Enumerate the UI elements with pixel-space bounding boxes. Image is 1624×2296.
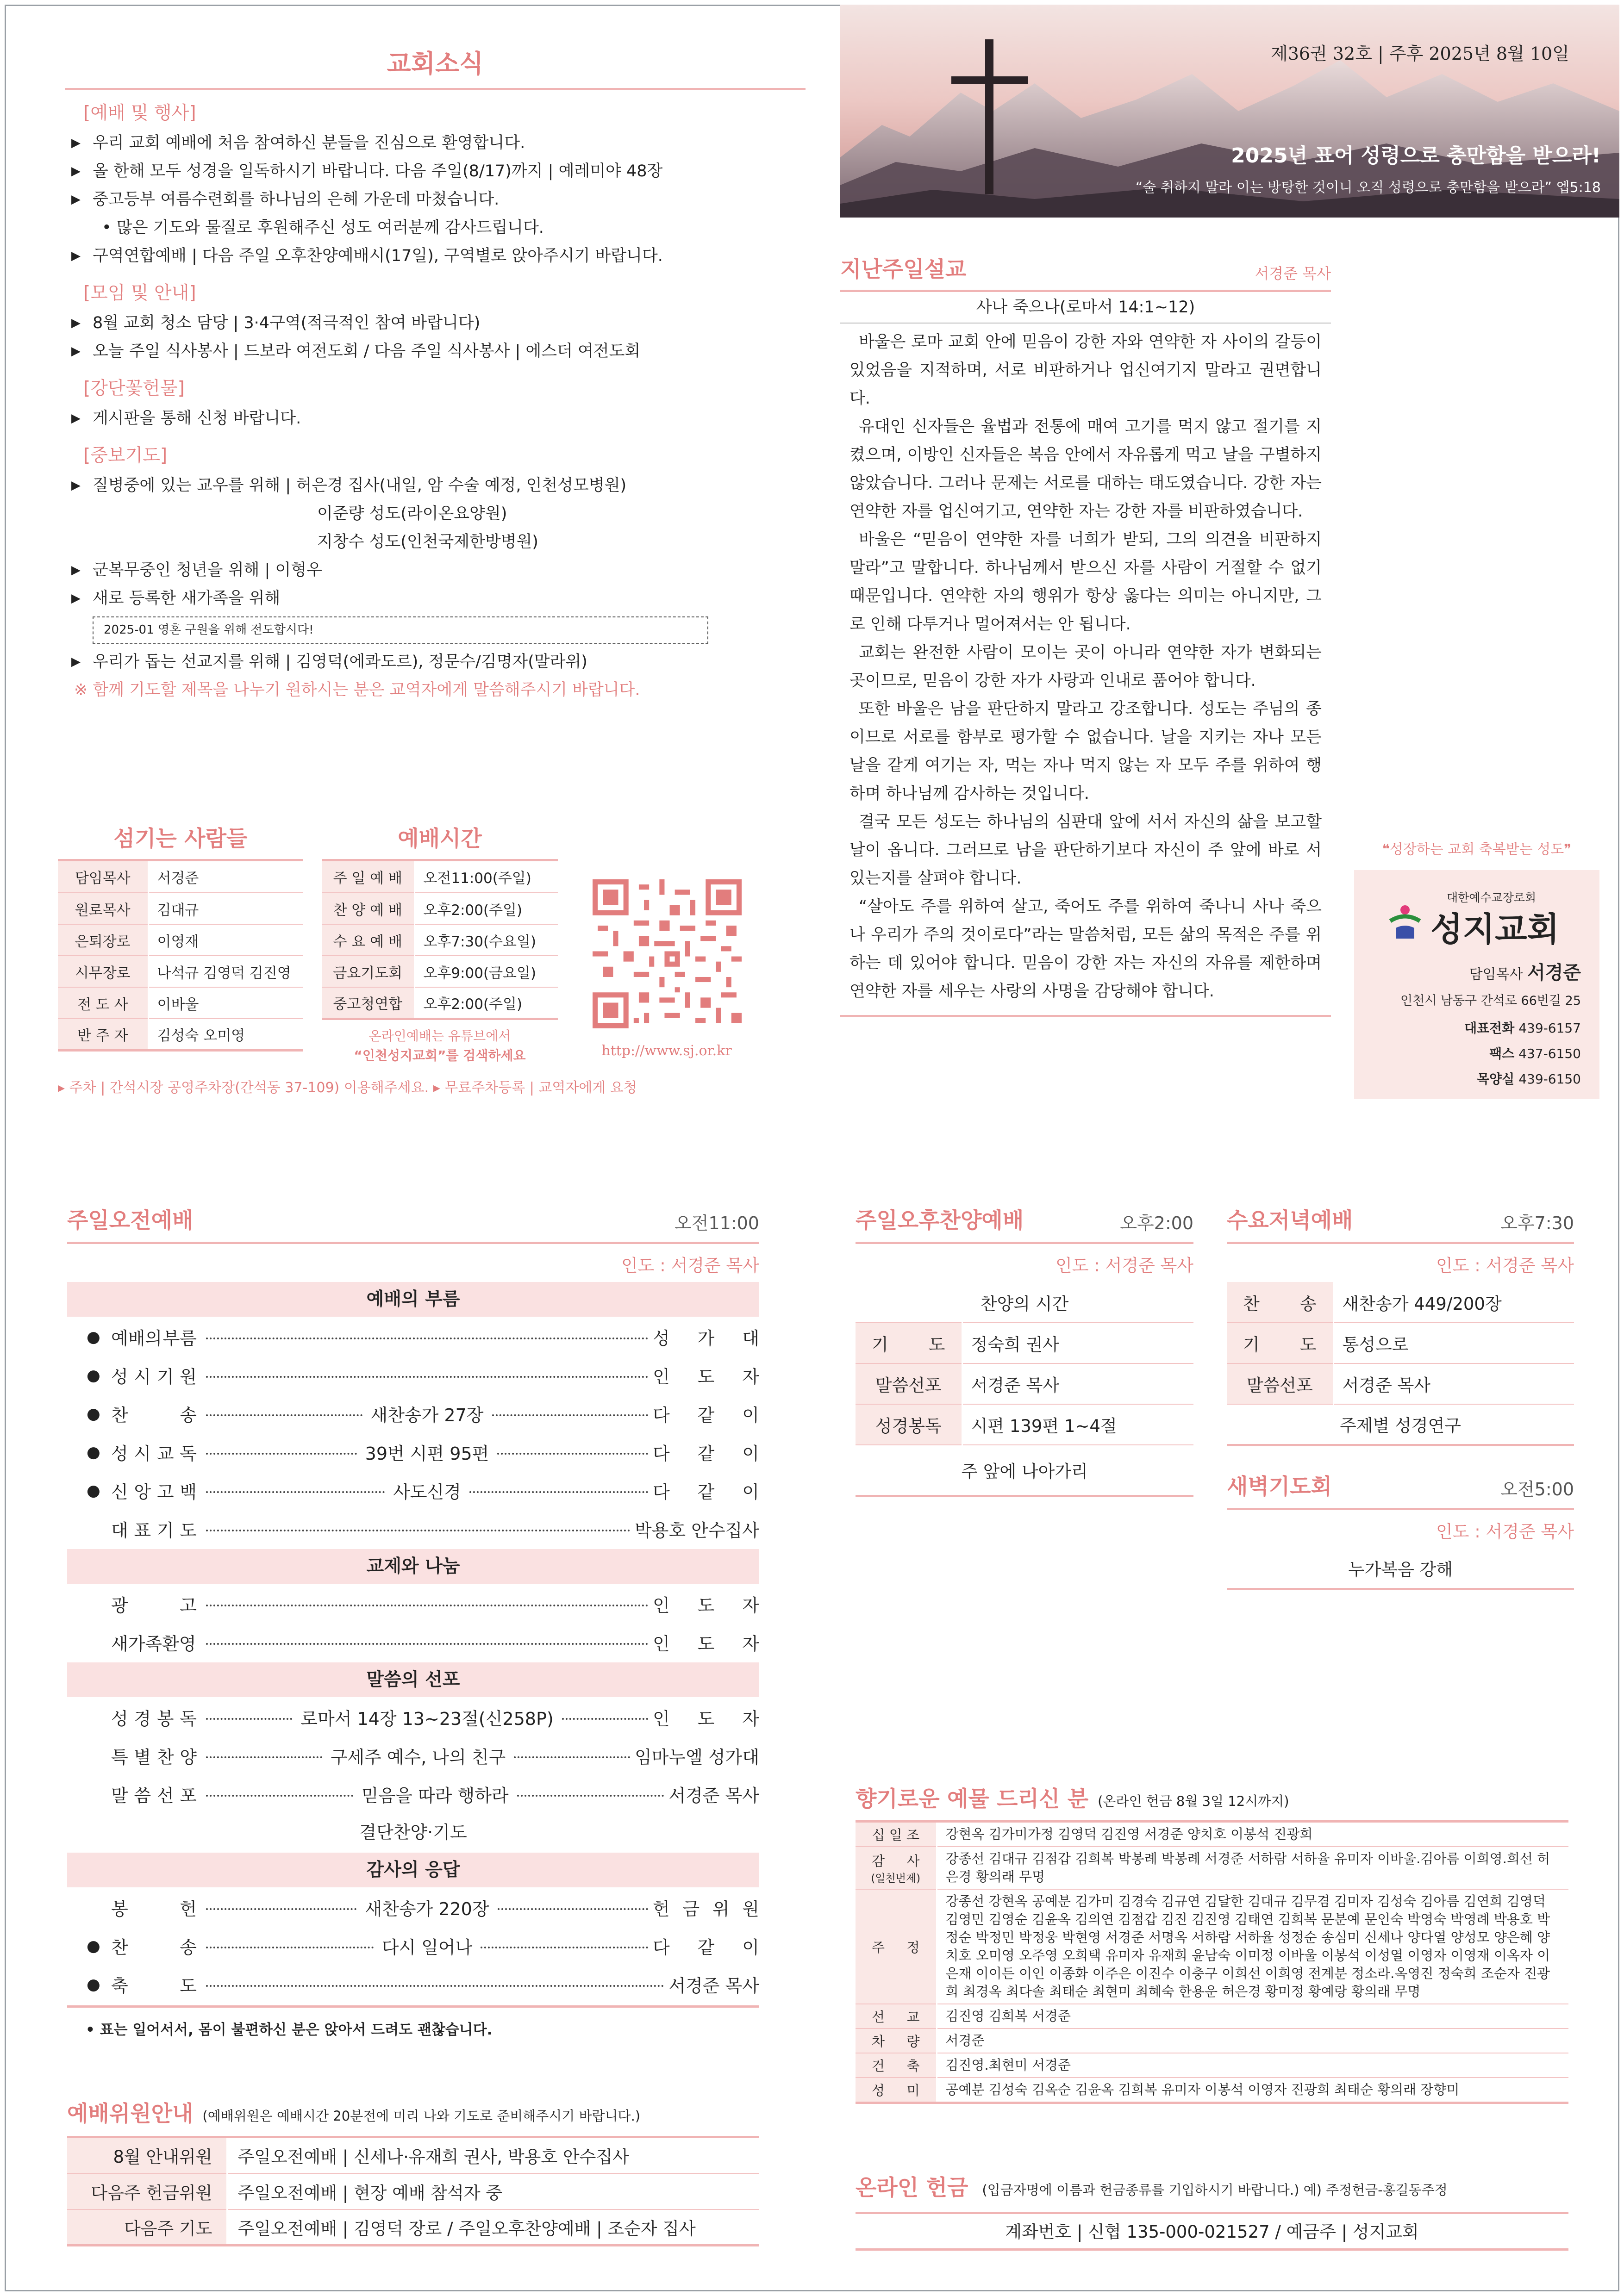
- table-row: 선 교 김진영 김희복 서경준: [856, 2004, 1568, 2028]
- sermon-title: 사나 죽으나(로마서 14:1~12): [840, 292, 1331, 324]
- morning-leader: 인도 : 서경준 목사: [621, 1256, 759, 1276]
- table-row: 시무장로 나석규 김영덕 김진영: [58, 956, 303, 987]
- standing-dot-icon: ●: [87, 1327, 100, 1346]
- standing-dot-icon: ●: [87, 1443, 100, 1462]
- news-item: ▶ 오늘 주일 식사봉사 | 드보라 여전도회 / 다음 주일 식사봉사 | 에스더 여전도회: [65, 337, 806, 366]
- table-row: 금요기도회 오후9:00(금요일): [322, 956, 558, 987]
- triangle-bullet-icon: ▶: [71, 249, 81, 263]
- morning-time: 오전11:00: [675, 1213, 759, 1233]
- servants-title: 섬기는 사람들: [113, 826, 248, 852]
- order-person: 다 같 이: [653, 1444, 759, 1464]
- times-table: [322, 861, 558, 1020]
- order-label: 성 시 교 독: [111, 1444, 197, 1464]
- sunday-afternoon-worship: [856, 1203, 1193, 1497]
- order-row: [67, 1698, 759, 1736]
- dot-leader: [206, 1527, 630, 1531]
- order-label: 새가족환영: [111, 1634, 196, 1654]
- theme-verse: “술 취하지 말라 이는 방탕한 것이니 오직 성령으로 충만함을 받으라” 엡5:18: [1135, 180, 1601, 196]
- sermon-end-divider: [840, 1015, 1331, 1017]
- dot-leader: [206, 1743, 630, 1768]
- issue-info: 제36권 32호 | 주후 2025년 8월 10일: [1271, 44, 1569, 64]
- standing-dot-icon: ●: [87, 1936, 100, 1955]
- wednesday-leader: 인도 : 서경준 목사: [1436, 1256, 1574, 1276]
- evangelism-box: 2025-01 영혼 구원을 위해 전도합시다!: [93, 616, 708, 644]
- prayer-sick-cont: 이준량 성도(라이온요양원): [317, 504, 507, 523]
- order-section-band: 예배의 부름: [67, 1282, 759, 1317]
- order-row: [67, 1736, 759, 1775]
- church-logo-icon: [1387, 902, 1424, 940]
- ushers-note: (예배위원은 예배시간 20분전에 미리 나와 기도로 준비해주시기 바랍니다.): [202, 2108, 641, 2124]
- dawn-time: 오전5:00: [1500, 1479, 1574, 1500]
- sermon-paragraph: 또한 바울은 남을 판단하지 말라고 강조합니다. 성도는 주님의 종이므로 서로를 함부로 평가할 수 없습니다. 날을 지키는 자나 모든 날을 같게 여기는 자, 먹는 자나 먹지 않는 자 모두 주를 위하여 행하며 하나님께 감사하는 것입니다.: [849, 700, 1322, 803]
- order-row: [67, 1394, 759, 1433]
- times-title: 예배시간: [398, 826, 482, 852]
- wednesday-worship: [1227, 1203, 1574, 1446]
- order-person: 다 같 이: [653, 1405, 759, 1425]
- order-row: [67, 1585, 759, 1623]
- online-note: (입금자명에 이름과 헌금종류를 기입하시기 바랍니다.) 예) 주정헌금-홍길동주정: [982, 2182, 1448, 2198]
- table-row: 주 앞에 나아가리: [856, 1445, 1193, 1496]
- table-row: 말씀선포 서경준 목사: [1227, 1363, 1574, 1404]
- triangle-bullet-icon: ▶: [71, 193, 81, 206]
- dawn-prayer: [1227, 1469, 1574, 1590]
- prayer-sick-cont: 지창수 성도(인천국제한방병원): [317, 533, 538, 551]
- table-row: 수 요 예 배 오후7:30(수요일): [322, 924, 558, 956]
- order-section-band: 감사의 응답: [67, 1853, 759, 1887]
- order-content: 새찬송가 220장: [365, 1899, 489, 1919]
- church-address: 인천시 남동구 간석로 66번길 25: [1400, 994, 1581, 1008]
- news-item: ▶ 8월 교회 청소 담당 | 3·4구역(적극적인 참여 바랍니다): [65, 309, 806, 337]
- news-item: ▶ 구역연합예배 | 다음 주일 오후찬양예배시(17일), 구역별로 앉아주시기 바랍니다.: [65, 242, 806, 270]
- order-section-band: 교제와 나눔: [67, 1549, 759, 1584]
- morning-end-divider: [67, 2005, 759, 2008]
- sermon-body: [840, 324, 1331, 1006]
- order-of-worship: [67, 1282, 759, 2004]
- sermon-paragraph: 결국 모든 성도는 하나님의 심판대 앞에 서서 자신의 삶을 보고할 날이 옵니다. 그러므로 남을 판단하기보다 자신이 주 앞에 바로 서 있는지를 살펴야 합니다.: [849, 813, 1322, 888]
- table-row: 다음주 헌금위원 주일오전예배 | 현장 예배 참석자 중: [67, 2173, 759, 2209]
- order-person: 임마누엘 성가대: [634, 1747, 759, 1767]
- news-item: ▶ 우리 교회 예배에 처음 참여하신 분들을 진심으로 환영합니다.: [65, 129, 806, 157]
- order-label: 찬 송: [111, 1405, 197, 1425]
- order-label: 대 표 기 도: [111, 1520, 197, 1541]
- dawn-title: 새벽기도회: [1227, 1474, 1332, 1500]
- table-row: 차 량 서경준: [856, 2028, 1568, 2053]
- order-content: 믿음을 따라 행하라: [361, 1786, 509, 1806]
- triangle-bullet-icon: ▶: [71, 316, 81, 330]
- wednesday-divider: [1227, 1242, 1574, 1244]
- dot-leader: [206, 1439, 648, 1465]
- dot-leader: [206, 1401, 648, 1426]
- standing-dot-icon: ●: [87, 1481, 100, 1500]
- table-row: 성 미 공예분 김성숙 김옥순 김윤옥 김희복 유미자 이봉석 이영자 진광희 최태순 황의래 장향미: [856, 2078, 1568, 2103]
- order-person: 박용호 안수집사: [634, 1520, 759, 1541]
- table-row: 성경봉독 시편 139편 1~4절: [856, 1404, 1193, 1445]
- order-row: [67, 1623, 759, 1661]
- order-label: 봉 헌: [111, 1899, 197, 1919]
- triangle-bullet-icon: ▶: [71, 563, 81, 577]
- order-section-band: 말씀의 선포: [67, 1662, 759, 1697]
- order-label: 성 시 기 원: [111, 1367, 197, 1387]
- worship-times: [322, 821, 558, 1020]
- table-row: 담임목사 서경준: [58, 861, 303, 893]
- prayer-note: ※ 함께 기도할 제목을 나누기 원하시는 분은 교역자에게 말씀해주시기 바랍니다.: [74, 681, 640, 699]
- offering-note: (온라인 헌금 8월 3일 12시까지): [1098, 1793, 1289, 1809]
- order-person: 다 같 이: [653, 1482, 759, 1502]
- parking-info: ▸ 주차 | 간석시장 공영주차장(간석동 37-109) 이용해주세요. ▸ 무료주차등록 | 교역자에게 요청: [58, 1080, 637, 1096]
- table-row: 누가복음 강해: [1227, 1548, 1574, 1589]
- standing-dot-icon: ●: [87, 1366, 100, 1385]
- sermon-paragraph: 유대인 신자들은 율법과 전통에 매여 고기를 먹지 않고 절기를 지켰으며, 이방인 신자들은 복음 안에서 자유롭게 먹고 날을 구별하지 않았습니다. 그러나 문제는 서로를 대하는 태도였습니다. 강한 자는 연약한 자를 업신여기고, 연약한 자는 강한 자를 비판하였습니다.: [849, 417, 1322, 521]
- ushers-title: 예배위원안내: [67, 2101, 194, 2127]
- news-title-divider: [65, 88, 806, 90]
- afternoon-table: [856, 1282, 1193, 1497]
- online-title: 온라인 헌금: [856, 2175, 968, 2201]
- order-label: 신 앙 고 백: [111, 1482, 197, 1502]
- news-subitem: • 많은 기도와 물질로 후원해주신 성도 여러분께 감사드립니다.: [102, 218, 544, 237]
- order-content: 사도신경: [393, 1482, 461, 1502]
- order-row: [67, 1510, 759, 1548]
- order-label: 말 씀 선 포: [111, 1786, 197, 1806]
- offering-list: [856, 1782, 1568, 2104]
- afternoon-title: 주일오후찬양예배: [856, 1208, 1024, 1233]
- order-row: [67, 1888, 759, 1927]
- dot-leader: [206, 1933, 648, 1959]
- dot-leader: [206, 1895, 648, 1920]
- prayer-missionary: ▶ 우리가 돕는 선교지를 위해 | 김영덕(에콰도르), 정문수/김명자(말라위): [65, 648, 806, 676]
- church-name: 성지교회: [1430, 910, 1560, 949]
- order-person: 서경준 목사: [668, 1786, 759, 1806]
- table-row: 십 일 조 강현옥 김가미가정 김영덕 김진영 서경준 양치호 이봉석 진광희: [856, 1822, 1568, 1847]
- standing-note: • 표는 일어서서, 몸이 불편하신 분은 앉아서 드려도 괜찮습니다.: [86, 2022, 493, 2038]
- order-row: [67, 1356, 759, 1394]
- prayer-newfamily: ▶ 새로 등록한 새가족을 위해: [65, 585, 806, 613]
- card-pastor: 담임목사 서경준: [1469, 962, 1581, 983]
- triangle-bullet-icon: ▶: [71, 411, 81, 425]
- sermon-paragraph: 바울은 “믿음이 연약한 자를 너희가 받되, 그의 의견을 비판하지 말라”고 말합니다. 하나님께서 받으신 자를 사람이 거절할 수 없기 때문입니다. 연약한 자의 행위가 항상 옳다는 의미는 아니지만, 그로 인해 다투거나 멀어져서는 안 됩니다.: [849, 530, 1322, 634]
- offering-title: 향기로운 예물 드리신 분: [856, 1786, 1089, 1812]
- table-row: 기 도 통성으로: [1227, 1323, 1574, 1363]
- order-person: 인 도 자: [653, 1367, 759, 1387]
- standing-dot-icon: ●: [87, 1404, 100, 1423]
- order-row: [67, 1433, 759, 1471]
- triangle-bullet-icon: ▶: [71, 164, 81, 178]
- servants-table: [58, 861, 303, 1052]
- triangle-bullet-icon: ▶: [71, 655, 81, 669]
- order-person: 인 도 자: [653, 1595, 759, 1616]
- dot-leader: [206, 1373, 648, 1378]
- cross-icon: [985, 39, 993, 194]
- meeting-heading: [모임 및 안내]: [83, 283, 196, 304]
- dawn-table: [1227, 1548, 1574, 1590]
- church-slogan: ❝성장하는 교회 축복받는 성도❞: [1382, 841, 1572, 858]
- table-row: 반 주 자 김성숙 오미영: [58, 1019, 303, 1050]
- worship-committee: [67, 2097, 759, 2246]
- table-row: 찬양의 시간: [856, 1282, 1193, 1323]
- order-label: 축 도: [111, 1976, 197, 1996]
- online-worship-note: 온라인예배는 유튜브에서 “인천성지교회”를 검색하세요: [354, 1028, 526, 1063]
- table-row: 찬 송 새찬송가 449/200장: [1227, 1282, 1574, 1323]
- dot-leader: [206, 1781, 664, 1807]
- news-item: ▶ 중고등부 여름수련회를 하나님의 은혜 가운데 마쳤습니다.: [65, 186, 806, 214]
- worship-events-heading: [예배 및 행사]: [83, 103, 196, 124]
- qr-code-icon[interactable]: [593, 879, 742, 1028]
- table-row: 기 도 정숙희 권사: [856, 1323, 1193, 1363]
- order-label: 성 경 봉 독: [111, 1709, 197, 1729]
- triangle-bullet-icon: ▶: [71, 344, 81, 358]
- prayer-military: ▶ 군복무중인 청년을 위해 | 이형우: [65, 556, 806, 585]
- prayer-sick: ▶ 질병중에 있는 교우를 위해 | 허은경 집사(내일, 암 수술 예정, 인천성모병원): [65, 472, 806, 500]
- sermon-author: 서경준 목사: [1255, 265, 1331, 282]
- phone-main: 대표전화 439-6157: [1464, 1020, 1581, 1036]
- order-content: 39번 시편 95편: [365, 1444, 489, 1464]
- ushers-table: [67, 2136, 759, 2246]
- morning-title: 주일오전예배: [67, 1208, 194, 1233]
- bulletin-header: [840, 5, 1619, 218]
- news-item: ▶ 게시판을 통해 신청 바랍니다.: [65, 404, 806, 433]
- order-person: 인 도 자: [653, 1709, 759, 1729]
- order-label: 찬 송: [111, 1937, 197, 1958]
- triangle-bullet-icon: ▶: [71, 136, 81, 150]
- table-row: 감 사 (일천번제) 강종선 김대규 김점갑 김희복 박봉례 박봉례 서경준 서하람 서하율 유미자 이바울.김아름 이희영.희선 허은경 황의래 무명: [856, 1847, 1568, 1889]
- order-row: [67, 1775, 759, 1813]
- order-content: 다시 일어나: [381, 1937, 473, 1958]
- dot-leader: [206, 1602, 648, 1606]
- order-person: 헌 금 위 원: [653, 1899, 759, 1919]
- afternoon-divider: [856, 1242, 1193, 1244]
- order-row: [67, 1965, 759, 2004]
- table-row: 은퇴장로 이영재: [58, 924, 303, 956]
- bank-account: 계좌번호 | 신협 135-000-021527 / 예금주 | 성지교회: [856, 2212, 1568, 2251]
- phone-fax: 팩스 437-6150: [1489, 1046, 1581, 1061]
- triangle-bullet-icon: ▶: [71, 479, 81, 492]
- table-row: 원로목사 김대규: [58, 893, 303, 924]
- dot-leader: [206, 1705, 648, 1730]
- table-row: 건 축 김진영.최현미 서경준: [856, 2053, 1568, 2078]
- order-row: [67, 1318, 759, 1356]
- dot-leader: [206, 1982, 664, 1987]
- online-giving: [856, 2171, 1568, 2251]
- sunday-morning-worship: [67, 1203, 759, 2039]
- afternoon-leader: 인도 : 서경준 목사: [1056, 1256, 1193, 1276]
- order-row: [67, 1471, 759, 1510]
- order-person: 서경준 목사: [668, 1976, 759, 1996]
- offering-table: [856, 1820, 1568, 2104]
- denomination: 대한예수교장로회: [1447, 891, 1537, 904]
- triangle-bullet-icon: ▶: [71, 591, 81, 605]
- prayer-heading: [중보기도]: [83, 445, 168, 466]
- church-info-card: [1354, 870, 1599, 1099]
- sermon-paragraph: “살아도 주를 위하여 살고, 죽어도 주를 위하여 죽나니 사나 죽으나 우리가 주의 것이로다”라는 말씀처럼, 모든 삶의 목적은 주를 위하는 데 있어야 합니다. 믿음이 강한 자는 자신의 자유를 제한하며 연약한 자를 세우는 사랑의 사명을 감당해야 합니다.: [849, 897, 1322, 1001]
- phone-office: 목양실 439-6150: [1477, 1071, 1581, 1087]
- wednesday-title: 수요저녁예배: [1227, 1208, 1353, 1233]
- dot-leader: [206, 1478, 648, 1503]
- flowers-heading: [강단꽃헌물]: [83, 378, 185, 399]
- table-row: 주 일 예 배 오전11:00(주일): [322, 861, 558, 893]
- dawn-divider: [1227, 1508, 1574, 1510]
- table-row: 찬 양 예 배 오후2:00(주일): [322, 893, 558, 924]
- morning-divider: [67, 1242, 759, 1244]
- order-label: 광 고: [111, 1595, 197, 1616]
- servants: [58, 821, 303, 1052]
- order-content: 로마서 14장 13~23절(신258P): [300, 1709, 554, 1729]
- order-center-line: 결단찬양·기도: [359, 1822, 467, 1842]
- dawn-leader: 인도 : 서경준 목사: [1436, 1522, 1574, 1542]
- news-item: ▶ 올 한해 모두 성경을 일독하시기 바랍니다. 다음 주일(8/17)까지 | 예레미야 48장: [65, 157, 806, 186]
- order-content: 구세주 예수, 나의 친구: [330, 1747, 506, 1767]
- annual-theme: 2025년 표어 성령으로 충만함을 받으라!: [1231, 144, 1601, 168]
- last-sermon: [840, 252, 1331, 1017]
- table-row: 8월 안내위원 주일오전예배 | 신세나·유재희 권사, 박용호 안수집사: [67, 2137, 759, 2173]
- table-row: 다음주 기도 주일오전예배 | 김영덕 장로 / 주일오후찬양예배 | 조순자 집사: [67, 2209, 759, 2246]
- table-row: 중고청연합 오후2:00(주일): [322, 987, 558, 1019]
- order-person: 인 도 자: [653, 1634, 759, 1654]
- wednesday-time: 오후7:30: [1500, 1213, 1574, 1233]
- afternoon-time: 오후2:00: [1120, 1213, 1193, 1233]
- table-row: 주 정 강종선 강현옥 공예분 김가미 김경숙 김규연 김달한 김대규 김무겸 김미자 김성숙 김아름 김연희 김영덕 김영민 김영순 김윤옥 김의연 김점갑 김진 김진영 김태연 김희복 문분예 문인숙 박영숙 박영례 박용호 박정순 박정민 박정웅 박현영 서경준 서명옥 서하람 서하율 성정순 송심미 신세나 양다열 양성모 양은혜 양치호 오미영 오주영 오희택 유미자 유재희 윤남숙 이미정 이바울 이봉석 이성열 이영자 이영재 이옥자 이은재 이이든 이인 이종화 이주은 이진수 이충구 이희선 이희영 전계분 정소라.옥영진 정숙희 조순자 진광희 최경옥 최다솔 최태순 최현미 최혜숙 한용운 허은경 황미정 황예랑 황의래 무명: [856, 1889, 1568, 2004]
- dot-leader: [206, 1640, 648, 1645]
- order-row: [67, 1927, 759, 1965]
- order-label: 특 별 찬 양: [111, 1747, 197, 1767]
- order-person: 성 가 대: [653, 1328, 759, 1349]
- wednesday-table: [1227, 1282, 1574, 1446]
- order-person: 다 같 이: [653, 1937, 759, 1958]
- standing-dot-icon: ●: [87, 1975, 100, 1994]
- table-row: 전 도 사 이바울: [58, 987, 303, 1019]
- order-label: 예배의 부름: [111, 1328, 197, 1349]
- sermon-paragraph: 교회는 완전한 사람이 모이는 곳이 아니라 연약한 자가 변화되는 곳이므로, 믿음이 강한 자가 사랑과 인내로 품어야 합니다.: [849, 643, 1322, 690]
- news-title: 교회소식: [387, 49, 484, 78]
- table-row: 주제별 성경연구: [1227, 1404, 1574, 1445]
- church-website-link[interactable]: http://www.sj.or.kr: [601, 1043, 732, 1059]
- sermon-paragraph: 바울은 로마 교회 안에 믿음이 강한 자와 연약한 자 사이의 갈등이 있었음을 지적하며, 서로 비판하거나 업신여기지 말라고 권면합니다.: [849, 333, 1322, 408]
- table-row: 말씀선포 서경준 목사: [856, 1363, 1193, 1404]
- dot-leader: [206, 1335, 648, 1339]
- order-content: 새찬송가 27장: [370, 1405, 484, 1425]
- sermon-heading: 지난주일설교: [840, 257, 967, 282]
- church-news: [65, 44, 806, 704]
